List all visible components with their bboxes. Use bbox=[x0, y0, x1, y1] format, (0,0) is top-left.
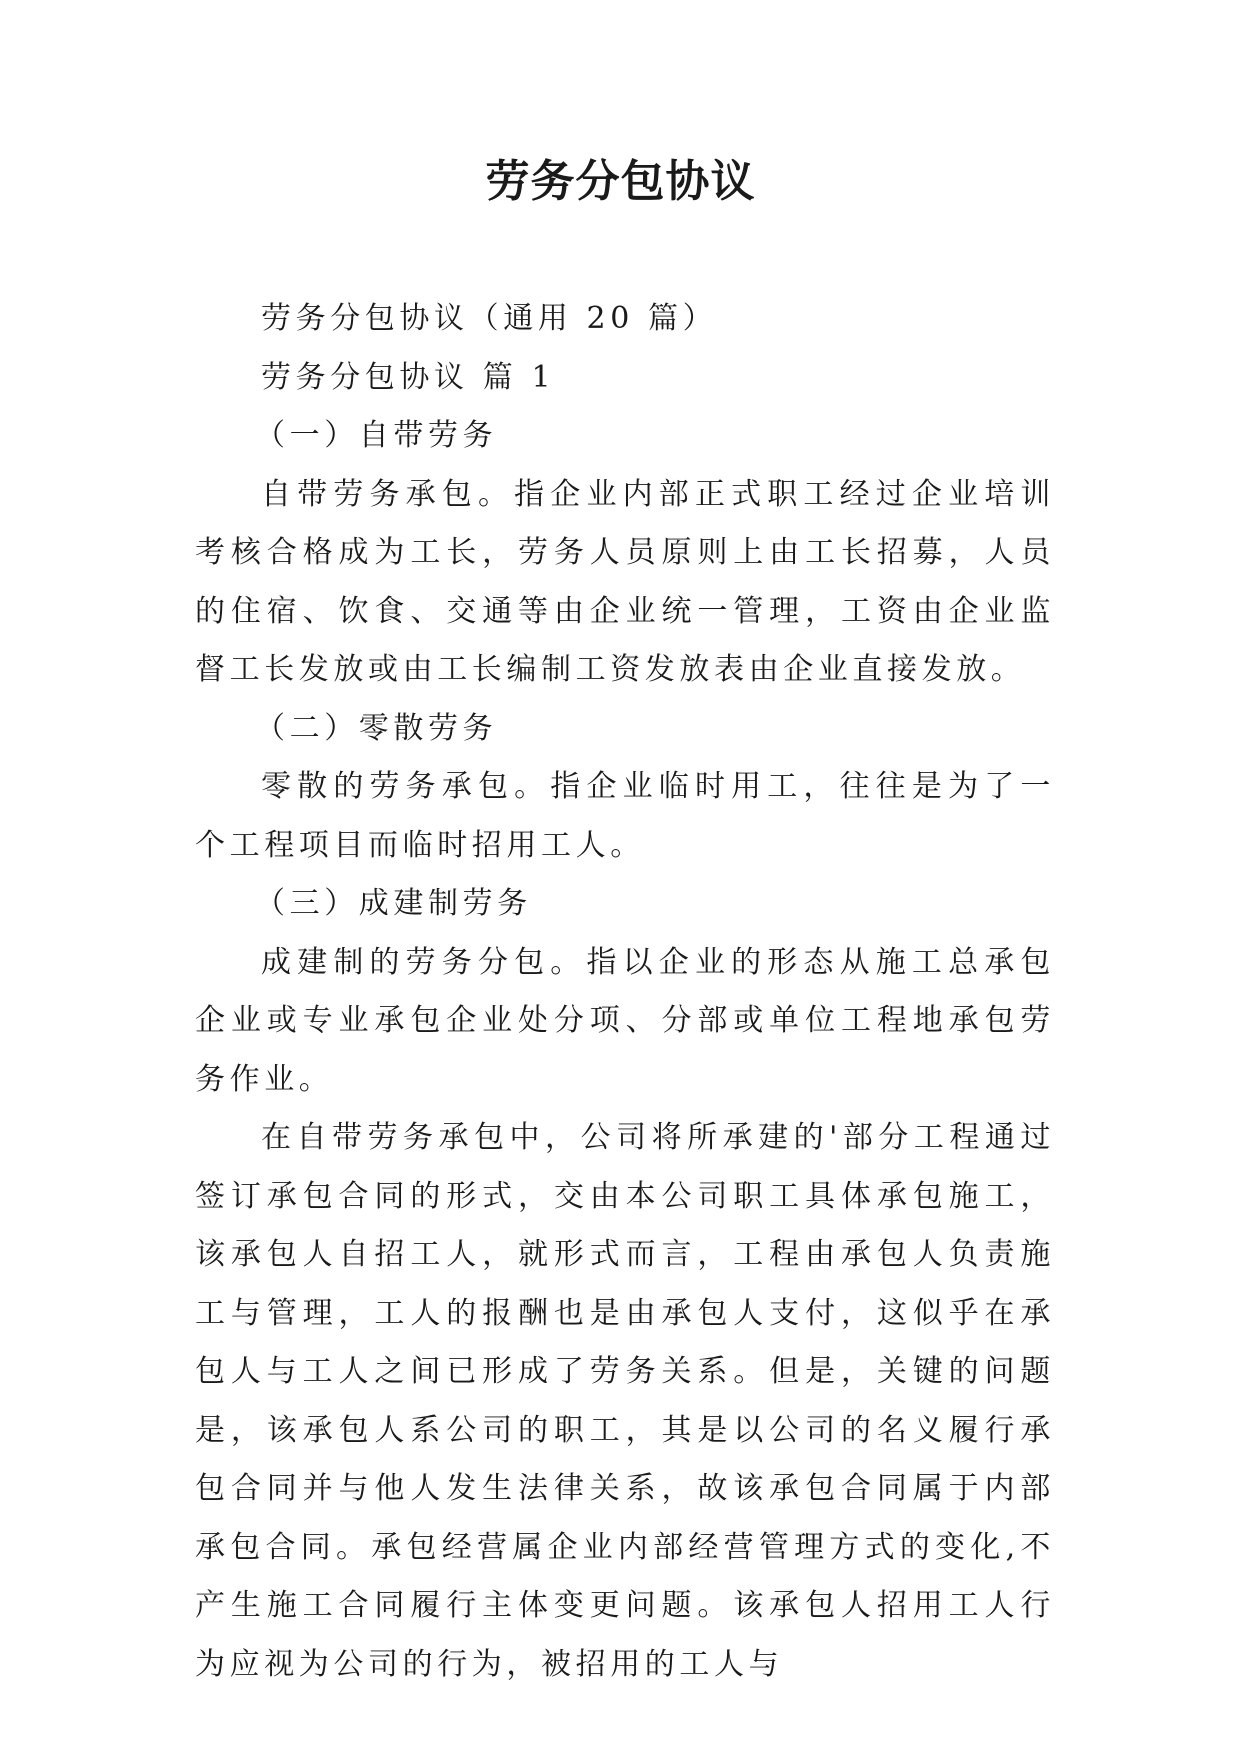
body-paragraph: 在自带劳务承包中，公司将所承建的'部分工程通过签订承包合同的形式，交由本公司职工具体承包施工，该承包人自招工人，就形式而言，工程由承包人负责施工与管理，工人的报酬也是由承包人支付，这似乎在承包人与工人之间已形成了劳务关系。但是，关键的问题是，该承包人系公司的职工，其是以公司的名义履行承包合同并与他人发生法律关系，故该承包合同属于内部承包合同。承包经营属企业内部经营管理方式的变化,不产生施工合同履行主体变更问题。该承包人招用工人行为应视为公司的行为，被招用的工人与 bbox=[195, 1120, 1055, 1682]
section-heading: 劳务分包协议 篇 1 bbox=[261, 359, 556, 395]
subsection-heading: （一）自带劳务 bbox=[255, 418, 498, 453]
body-paragraph: 成建制的劳务分包。指以企业的形态从施工总承包企业或专业承包企业处分项、分部或单位工程地承包劳务作业。 bbox=[195, 944, 1055, 1097]
body-paragraph: 零散的劳务承包。指企业临时用工，往往是为了一个工程项目而临时招用工人。 bbox=[195, 769, 1055, 863]
document-title: 劳务分包协议 bbox=[485, 156, 756, 207]
document-body bbox=[195, 290, 1055, 1694]
body-paragraph: 自带劳务承包。指企业内部正式职工经过企业培训考核合格成为工长，劳务人员原则上由工长招募，人员的住宿、饮食、交通等由企业统一管理，工资由企业监督工长发放或由工长编制工资发放表由企业直接发放。 bbox=[195, 476, 1055, 687]
subsection-heading: （二）零散劳务 bbox=[255, 710, 498, 746]
subtitle-paragraph: 劳务分包协议（通用 20 篇） bbox=[261, 301, 718, 336]
subsection-heading: （三）成建制劳务 bbox=[255, 886, 532, 921]
